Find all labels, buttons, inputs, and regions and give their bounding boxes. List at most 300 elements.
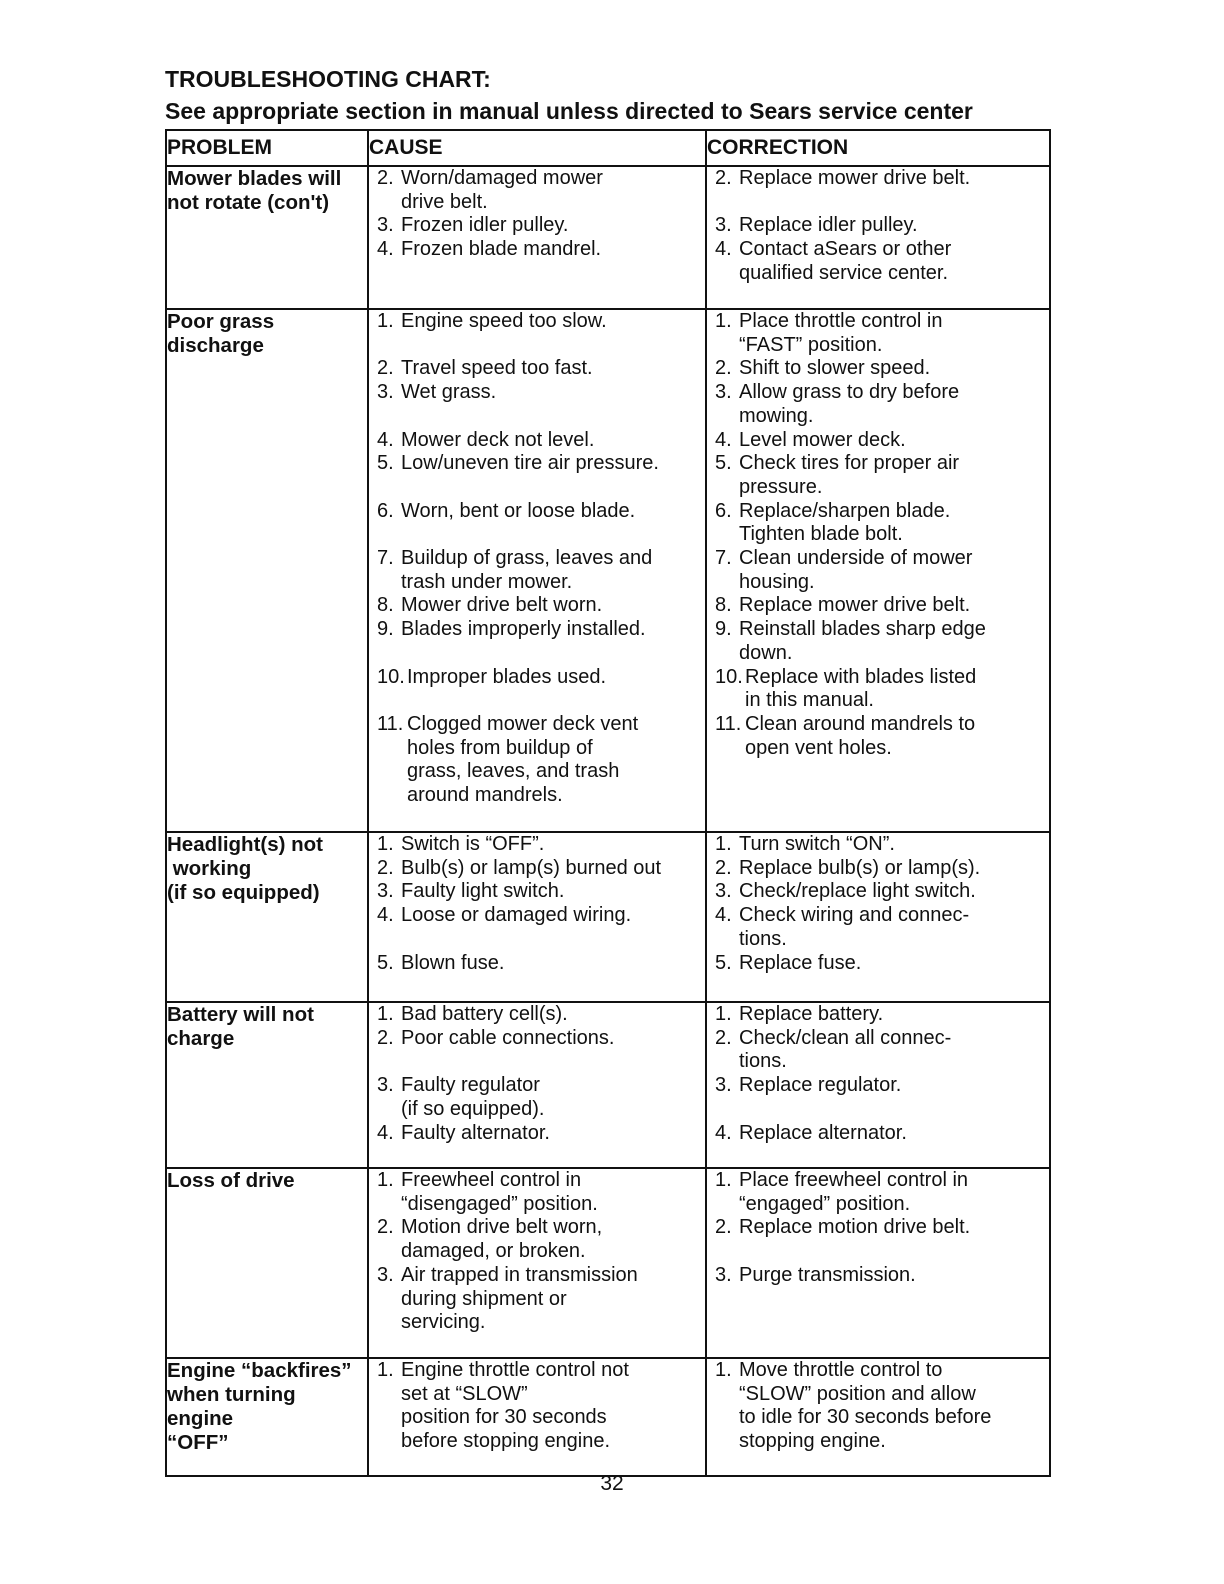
item-text xyxy=(401,618,705,665)
chart-subtitle: See appropriate section in manual unless directed to Sears service center xyxy=(165,98,973,124)
cause-list xyxy=(369,833,705,975)
item-line: pressure. xyxy=(739,475,823,498)
cause-cell xyxy=(368,1002,706,1168)
item-number: 1. xyxy=(715,833,732,855)
problem-text: charge xyxy=(167,1027,235,1050)
item-line: stopping engine. xyxy=(739,1430,886,1453)
correction-item xyxy=(707,713,1049,760)
item-number: 9. xyxy=(715,618,732,641)
item-text xyxy=(739,880,1049,904)
item-text xyxy=(407,666,705,713)
correction-list xyxy=(707,1169,1049,1288)
item-line: Wet grass. xyxy=(401,381,497,404)
item-line: Replace motion drive belt. xyxy=(739,1216,971,1239)
item-text xyxy=(739,381,1049,428)
correction-item xyxy=(707,167,1049,191)
cause-item xyxy=(369,452,705,499)
correction-list xyxy=(707,167,1049,286)
cause-item xyxy=(369,547,705,594)
item-line: Frozen idler pulley. xyxy=(401,214,569,237)
correction-list xyxy=(707,833,1049,975)
item-line: before stopping engine. xyxy=(401,1430,611,1453)
item-text xyxy=(739,357,1049,381)
item-number: 4. xyxy=(715,428,732,451)
problem-text: Battery will not xyxy=(167,1003,314,1026)
correction-item xyxy=(707,310,1049,357)
problem-cell xyxy=(166,166,368,309)
item-line xyxy=(401,523,703,547)
item-line: servicing. xyxy=(401,1311,486,1334)
item-line: drive belt. xyxy=(401,190,488,213)
cause-cell xyxy=(368,309,706,832)
item-text xyxy=(401,1074,705,1121)
item-line: Replace fuse. xyxy=(739,951,862,974)
item-text xyxy=(739,310,1049,357)
item-number: 1. xyxy=(377,1359,394,1381)
item-line: Replace idler pulley. xyxy=(739,214,918,237)
item-text xyxy=(739,833,1049,857)
item-line: Clean around mandrels to xyxy=(745,712,976,735)
correction-item xyxy=(707,1003,1049,1027)
correction-list xyxy=(707,310,1049,760)
item-line: “SLOW” position and allow xyxy=(739,1382,976,1405)
item-line xyxy=(401,1050,703,1074)
correction-item xyxy=(707,238,1049,285)
cause-item xyxy=(369,1169,705,1216)
correction-item xyxy=(707,666,1049,713)
item-line xyxy=(401,642,703,666)
correction-item xyxy=(707,500,1049,547)
problem-cell xyxy=(166,1002,368,1168)
item-number: 6. xyxy=(377,499,394,522)
item-text xyxy=(401,500,705,547)
item-text xyxy=(739,1169,1049,1216)
item-line xyxy=(401,334,703,358)
item-number: 3. xyxy=(715,880,732,903)
item-number: 3. xyxy=(377,1074,394,1097)
item-line: Replace regulator. xyxy=(739,1074,902,1097)
item-number: 9. xyxy=(377,618,394,641)
item-text xyxy=(739,429,1049,453)
item-text xyxy=(401,952,705,976)
cause-item xyxy=(369,594,705,618)
item-line: Blades improperly installed. xyxy=(401,618,646,641)
problem-text: Mower blades will xyxy=(167,167,342,190)
item-line: tions. xyxy=(739,1050,787,1073)
item-line: Place freewheel control in xyxy=(739,1169,969,1191)
cause-item xyxy=(369,833,705,857)
item-line: Replace/sharpen blade. xyxy=(739,499,951,522)
page-number: 32 xyxy=(600,1472,624,1495)
item-line: Place throttle control in xyxy=(739,310,943,332)
item-line: housing. xyxy=(739,570,815,593)
item-text xyxy=(739,952,1049,976)
correction-cell xyxy=(706,1168,1050,1358)
item-number xyxy=(707,191,739,215)
item-text xyxy=(401,381,705,428)
item-line: Mower drive belt worn. xyxy=(401,594,603,617)
item-line: (if so equipped). xyxy=(401,1097,545,1120)
cause-cell xyxy=(368,1358,706,1476)
item-line: Switch is “OFF”. xyxy=(401,833,545,855)
item-text xyxy=(739,167,1049,191)
correction-item xyxy=(707,952,1049,976)
item-number: 2. xyxy=(715,1216,732,1239)
item-line xyxy=(407,689,703,713)
correction-cell xyxy=(706,1358,1050,1476)
correction-item xyxy=(707,452,1049,499)
item-line: Freewheel control in xyxy=(401,1169,582,1191)
item-number: 2. xyxy=(377,357,394,380)
item-line: Level mower deck. xyxy=(739,428,906,451)
cause-cell xyxy=(368,832,706,1002)
item-number: 1. xyxy=(715,310,732,332)
cause-item xyxy=(369,214,705,238)
item-number: 1. xyxy=(715,1169,732,1191)
cause-item xyxy=(369,1264,705,1335)
item-line: Buildup of grass, leaves and xyxy=(401,547,653,570)
item-line: Clogged mower deck vent xyxy=(407,712,639,735)
correction-item xyxy=(707,429,1049,453)
item-number: 2. xyxy=(377,1216,394,1239)
cause-item xyxy=(369,904,705,951)
item-line: Check tires for proper air xyxy=(739,452,960,475)
header-cause: CAUSE xyxy=(368,130,706,166)
item-number: 4. xyxy=(377,1121,394,1144)
item-number: 2. xyxy=(377,1026,394,1049)
table-row xyxy=(166,166,1050,309)
item-line: Worn, bent or loose blade. xyxy=(401,499,636,522)
item-number: 11. xyxy=(715,712,742,735)
item-text xyxy=(401,594,705,618)
item-line: to idle for 30 seconds before xyxy=(739,1406,992,1429)
item-number: 3. xyxy=(377,214,394,237)
item-line: Mower deck not level. xyxy=(401,428,595,451)
item-number: 3. xyxy=(377,381,394,404)
item-line: tions. xyxy=(739,927,787,950)
problem-cell xyxy=(166,1358,368,1476)
item-text xyxy=(739,214,1049,238)
item-text xyxy=(739,594,1049,618)
item-number: 11. xyxy=(377,712,404,735)
correction-item xyxy=(707,1074,1049,1121)
item-number: 1. xyxy=(377,1003,394,1025)
item-line: Replace mower drive belt. xyxy=(739,167,971,189)
item-line: Air trapped in transmission xyxy=(401,1263,638,1286)
cause-item xyxy=(369,1216,705,1263)
item-number: 10. xyxy=(377,665,405,688)
item-number: 4. xyxy=(715,904,732,927)
item-line: down. xyxy=(739,641,793,664)
item-text xyxy=(401,429,705,453)
item-number: 2. xyxy=(377,856,394,879)
correction-item xyxy=(707,594,1049,618)
item-number: 1. xyxy=(377,1169,394,1191)
correction-cell xyxy=(706,1002,1050,1168)
item-line: set at “SLOW” xyxy=(401,1382,528,1405)
cause-item xyxy=(369,381,705,428)
item-number: 5. xyxy=(377,452,394,475)
cause-item xyxy=(369,857,705,881)
correction-item xyxy=(707,1169,1049,1216)
item-line xyxy=(739,1098,1047,1122)
item-line: “FAST” position. xyxy=(739,333,883,356)
correction-item xyxy=(707,1216,1049,1263)
item-number: 2. xyxy=(715,856,732,879)
chart-title: TROUBLESHOOTING CHART: xyxy=(165,66,491,92)
item-number: 2. xyxy=(715,357,732,380)
correction-item xyxy=(707,904,1049,951)
correction-item xyxy=(707,1359,1049,1454)
problem-cell xyxy=(166,309,368,832)
item-line: Engine throttle control not xyxy=(401,1359,629,1381)
item-text xyxy=(401,1216,705,1263)
item-line: Replace bulb(s) or lamp(s). xyxy=(739,856,981,879)
item-number: 1. xyxy=(715,1359,732,1381)
cause-item xyxy=(369,357,705,381)
cause-item xyxy=(369,310,705,357)
table-row xyxy=(166,1168,1050,1358)
cause-list xyxy=(369,1003,705,1145)
item-text xyxy=(739,857,1049,881)
item-line: mowing. xyxy=(739,404,814,427)
correction-item xyxy=(707,1027,1049,1074)
item-number: 7. xyxy=(715,547,732,570)
item-number: 2. xyxy=(715,167,732,189)
item-text xyxy=(401,1003,705,1027)
item-line: Bad battery cell(s). xyxy=(401,1003,568,1025)
correction-item xyxy=(707,1122,1049,1146)
item-line: Contact aSears or other xyxy=(739,238,952,261)
cause-item xyxy=(369,1359,705,1454)
cause-list xyxy=(369,1359,705,1454)
item-text xyxy=(401,1169,705,1216)
item-line: qualified service center. xyxy=(739,261,949,284)
item-number: 3. xyxy=(715,1263,732,1286)
item-text xyxy=(739,238,1049,285)
problem-text: working xyxy=(167,857,252,880)
table-header-row xyxy=(166,130,1050,166)
troubleshooting-table xyxy=(165,129,1051,1477)
problem-text: discharge xyxy=(167,334,264,357)
correction-item xyxy=(707,547,1049,594)
item-text xyxy=(401,1122,705,1146)
problem-text: Engine “backfires” xyxy=(167,1359,352,1382)
item-number: 1. xyxy=(715,1003,732,1025)
item-text xyxy=(401,547,705,594)
item-line xyxy=(401,476,703,500)
cause-item xyxy=(369,666,705,713)
item-text xyxy=(401,1027,705,1074)
cause-item xyxy=(369,1027,705,1074)
correction-item xyxy=(707,833,1049,857)
item-line: Reinstall blades sharp edge xyxy=(739,618,986,641)
problem-text: “OFF” xyxy=(167,1431,229,1454)
item-text xyxy=(401,880,705,904)
item-text xyxy=(739,1264,1049,1288)
cause-item xyxy=(369,952,705,976)
item-text xyxy=(401,904,705,951)
cause-cell xyxy=(368,166,706,309)
item-number: 4. xyxy=(715,1121,732,1144)
item-text xyxy=(739,1359,1049,1454)
item-line: Replace mower drive belt. xyxy=(739,594,971,617)
item-line: Frozen blade mandrel. xyxy=(401,238,602,261)
item-number: 5. xyxy=(377,951,394,974)
item-text xyxy=(739,500,1049,547)
item-line: Bulb(s) or lamp(s) burned out xyxy=(401,856,662,879)
item-number: 3. xyxy=(715,214,732,237)
cause-item xyxy=(369,1074,705,1121)
item-line: Engine speed too slow. xyxy=(401,310,607,332)
item-number: 4. xyxy=(715,238,732,261)
cause-item xyxy=(369,1003,705,1027)
item-line: Check/replace light switch. xyxy=(739,880,976,903)
item-line: Move throttle control to xyxy=(739,1359,943,1381)
item-text xyxy=(739,1003,1049,1027)
item-number: 4. xyxy=(377,428,394,451)
header-problem: PROBLEM xyxy=(166,130,368,166)
item-number: 4. xyxy=(377,238,394,261)
item-text xyxy=(401,357,705,381)
table-row xyxy=(166,309,1050,832)
table-row xyxy=(166,1002,1050,1168)
item-text xyxy=(739,191,1049,215)
item-text xyxy=(745,666,1049,713)
item-line: Low/uneven tire air pressure. xyxy=(401,452,659,475)
item-line: Replace alternator. xyxy=(739,1121,907,1144)
item-text xyxy=(739,1122,1049,1146)
correction-item xyxy=(707,1264,1049,1288)
item-text xyxy=(401,452,705,499)
item-number: 7. xyxy=(377,547,394,570)
cause-item xyxy=(369,1122,705,1146)
item-text xyxy=(739,547,1049,594)
item-text xyxy=(739,1216,1049,1263)
cause-item xyxy=(369,167,705,214)
cause-list xyxy=(369,167,705,262)
item-line: Shift to slower speed. xyxy=(739,357,931,380)
problem-text: when turning xyxy=(167,1383,296,1406)
item-number: 2. xyxy=(377,167,394,189)
item-line: Clean underside of mower xyxy=(739,547,973,570)
cause-item xyxy=(369,500,705,547)
item-line: open vent holes. xyxy=(745,736,892,759)
item-text xyxy=(401,238,705,262)
item-line: Purge transmission. xyxy=(739,1263,916,1286)
item-line: holes from buildup of xyxy=(407,736,593,759)
item-text xyxy=(739,1027,1049,1074)
item-text xyxy=(407,713,705,808)
item-number: 8. xyxy=(715,594,732,617)
correction-list xyxy=(707,1003,1049,1145)
correction-item xyxy=(707,214,1049,238)
cause-item xyxy=(369,713,705,808)
cause-item xyxy=(369,238,705,262)
item-line: position for 30 seconds xyxy=(401,1406,607,1429)
item-line: “engaged” position. xyxy=(739,1192,911,1215)
item-text xyxy=(745,713,1049,760)
item-text xyxy=(739,904,1049,951)
item-number: 1. xyxy=(377,833,394,855)
problem-text: engine xyxy=(167,1407,234,1430)
correction-cell xyxy=(706,309,1050,832)
item-line: Loose or damaged wiring. xyxy=(401,904,632,927)
item-number: 10. xyxy=(715,665,743,688)
table-row xyxy=(166,832,1050,1002)
correction-item xyxy=(707,880,1049,904)
item-line: around mandrels. xyxy=(407,784,563,807)
problem-cell xyxy=(166,832,368,1002)
item-line: Replace with blades listed xyxy=(745,665,977,688)
item-line: Turn switch “ON”. xyxy=(739,833,895,855)
item-number: 4. xyxy=(377,904,394,927)
item-number: 2. xyxy=(715,1026,732,1049)
item-line: Faulty regulator xyxy=(401,1074,540,1097)
item-line: Improper blades used. xyxy=(407,665,607,688)
item-line xyxy=(401,928,703,952)
item-text xyxy=(401,833,705,857)
item-line: Tighten blade bolt. xyxy=(739,523,903,546)
item-number: 3. xyxy=(715,1074,732,1097)
item-line: during shipment or xyxy=(401,1287,567,1310)
correction-list xyxy=(707,1359,1049,1454)
item-text xyxy=(739,618,1049,665)
cause-cell xyxy=(368,1168,706,1358)
item-number: 5. xyxy=(715,951,732,974)
correction-item xyxy=(707,357,1049,381)
item-number: 6. xyxy=(715,499,732,522)
item-line: Blown fuse. xyxy=(401,951,505,974)
item-line: Travel speed too fast. xyxy=(401,357,593,380)
item-line: Check/clean all connec- xyxy=(739,1026,952,1049)
correction-item xyxy=(707,191,1049,215)
item-line: grass, leaves, and trash xyxy=(407,760,620,783)
item-line: “disengaged” position. xyxy=(401,1192,598,1215)
item-text xyxy=(739,1074,1049,1121)
item-text xyxy=(401,1359,705,1454)
correction-item xyxy=(707,857,1049,881)
problem-cell xyxy=(166,1168,368,1358)
item-text xyxy=(401,167,705,214)
item-text xyxy=(401,310,705,357)
item-line xyxy=(739,191,1047,215)
item-text xyxy=(401,214,705,238)
item-number: 5. xyxy=(715,452,732,475)
item-line: damaged, or broken. xyxy=(401,1240,586,1263)
item-line: in this manual. xyxy=(745,689,874,712)
cause-item xyxy=(369,880,705,904)
correction-cell xyxy=(706,832,1050,1002)
item-line: Check wiring and connec- xyxy=(739,904,970,927)
cause-item xyxy=(369,618,705,665)
item-number: 3. xyxy=(715,381,732,404)
item-line: trash under mower. xyxy=(401,570,573,593)
problem-text: Headlight(s) not xyxy=(167,833,324,856)
problem-text: (if so equipped) xyxy=(167,881,320,904)
item-number: 3. xyxy=(377,880,394,903)
correction-item xyxy=(707,381,1049,428)
problem-text: not rotate (con't) xyxy=(167,191,330,214)
item-line: Motion drive belt worn, xyxy=(401,1216,603,1239)
cause-item xyxy=(369,429,705,453)
cause-list xyxy=(369,1169,705,1335)
item-line: Worn/damaged mower xyxy=(401,167,603,189)
item-number: 8. xyxy=(377,594,394,617)
item-text xyxy=(739,452,1049,499)
item-line: Faulty alternator. xyxy=(401,1121,550,1144)
item-line xyxy=(401,405,703,429)
